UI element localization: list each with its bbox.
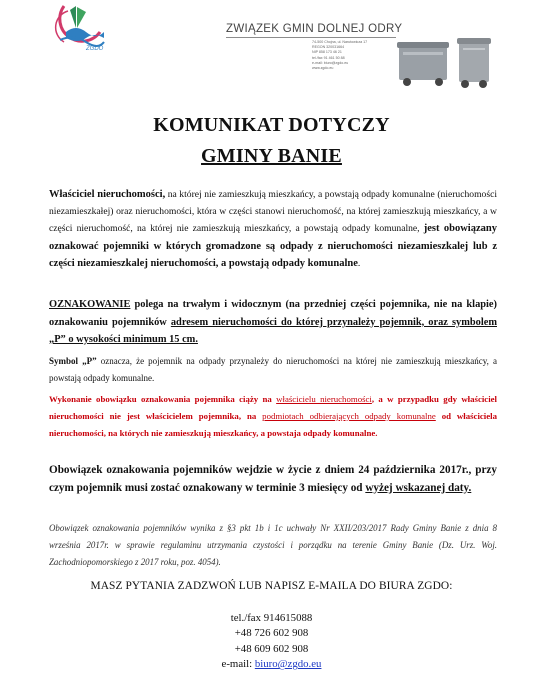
paragraph-responsibility <box>49 391 497 441</box>
waste-bins-image <box>397 32 501 90</box>
paragraph-labeling <box>49 296 497 349</box>
org-address <box>312 40 367 71</box>
title-line-1: KOMUNIKAT DOTYCZY <box>153 114 390 136</box>
contact-block <box>0 611 543 673</box>
owner-description: na której nie zamieszkują mieszkańcy, a powstają odpady komunalne (nieruchomości niezamieszkałej) oraz nieruchomości, która w części stanowi nieruchomość, na której zamieszkują mieszkańcy, a w części nieruchomość, na której nie zamieszkują mieszkańcy, a powstają odpady komunalne, <box>49 189 497 235</box>
paragraph-symbol-p <box>49 353 497 387</box>
phone-mobile-2: +48 609 602 908 <box>234 642 309 655</box>
header-rule <box>226 37 396 38</box>
labeling-description: polega na trwałym i widocznym (na przedniej części pojemnika, nie na klapie) oznakowaniu pojemników <box>49 299 497 328</box>
address-line: e-mail: biuro@zgdo.eu <box>312 60 349 65</box>
address-line: NIP 858 173 46 21 <box>312 50 342 55</box>
owner-term: Właściciel nieruchomości, <box>49 189 166 200</box>
address-line: tel./fax 91 461 50 88 <box>312 55 345 60</box>
email-link[interactable]: biuro@zgdo.eu <box>254 658 322 671</box>
address-line: 74-500 Chojna, ul. Narutowicza 17 <box>312 40 368 44</box>
paragraph-owner-obligation <box>49 186 497 272</box>
responsibility-text: od właściciela nieruchomości, na których nie zamieszkują mieszkańcy, a powstaja odpady komunalne. <box>49 410 497 438</box>
responsibility-text: , a w przypadku gdy właściciel nieruchomości nie jest właścicielem pojemnika, na <box>49 394 497 421</box>
email-line <box>0 657 543 672</box>
letterhead <box>0 0 543 92</box>
responsibility-text: Wykonanie obowiązku oznakowania pojemnika ciąży na <box>49 394 277 404</box>
phone-mobile-1: +48 726 602 908 <box>234 627 309 640</box>
symbol-description: oznacza, że pojemnik na odpady przynależy do nieruchomości na której nie zamieszkują mieszkańcy, a powstają odpady komunalne. <box>49 356 497 383</box>
title-line-2: GMINY BANIE <box>201 145 342 167</box>
collectors-link-text: podmiotach odbierających odpady komunalne <box>262 410 436 421</box>
paragraph-legal-basis: Obowiązek oznakowania pojemników wynika z §3 pkt 1b i 1c uchwały Nr XXII/203/2017 Rady Gminy Banie z dnia 8 września 2017r. w sprawie regulaminu utrzymania czystości i porządku na terenie Gminy Banie (Dz. Urz. Woj. Zachodniopomorskiego z 2017 roku, poz. 4054). <box>49 523 497 567</box>
email-label: e-mail: <box>221 658 255 671</box>
logo-text: ZGDO <box>86 46 104 52</box>
zgdo-logo <box>46 2 106 54</box>
deadline-date-ref: wyżej wskazanej daty. <box>365 481 472 494</box>
labeling-term: OZNAKOWANIE <box>49 299 131 310</box>
labeling-obligation: jest obowiązany oznakować pojemniki w których gromadzone są odpady z nieruchomości niezamieszkalej lub z części niezamieszkalej nieruchomości, a powstają odpady komunalne <box>49 223 497 269</box>
period: . <box>357 257 361 269</box>
contact-prompt: MASZ PYTANIA ZADZWOŃ LUB NAPISZ E-MAILA DO BIURA ZGDO: <box>90 580 453 592</box>
org-name: ZWIĄZEK GMIN DOLNEJ ODRY <box>226 23 403 35</box>
address-line: REGON 320031664 <box>312 45 345 50</box>
address-line: www.zgdo.eu <box>312 66 334 71</box>
paragraph-deadline <box>49 462 497 497</box>
owner-link-text: właścicielu nieruchomości <box>276 394 372 404</box>
symbol-term: Symbol „P” <box>49 356 97 366</box>
phone-fax: tel./fax 914615088 <box>230 612 313 624</box>
labeling-requirement: adresem nieruchomości do której przynależy pojemnik, oraz symbolem „P” o wysokości minimum 15 cm. <box>49 316 497 345</box>
deadline-text: Obowiązek oznakowania pojemników wejdzie w życie z dniem 24 października 2017r., przy czym pojemnik musi zostać oznakowany w terminie 3 miesięcy od <box>49 464 497 494</box>
